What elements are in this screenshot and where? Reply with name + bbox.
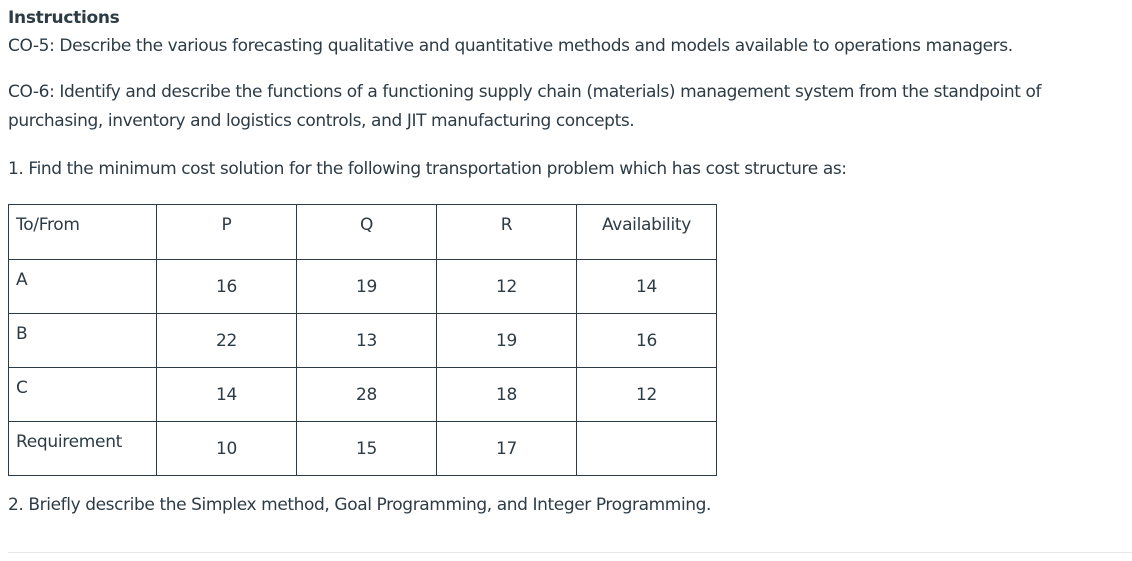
question-2: 2. Briefly describe the Simplex method, Goal Programming, and Integer Programming. [8,495,712,515]
table-cell: 22 [157,314,297,368]
table-cell: 14 [577,260,717,314]
table-cell: 10 [157,422,297,476]
table-row [9,260,717,314]
co6-text [8,78,1124,136]
co6-line-2: purchasing, inventory and logistics controls, and JIT manufacturing concepts. [8,111,635,131]
co5-text: CO-5: Describe the various forecasting qualitative and quantitative methods and models available to operations managers. [8,36,1013,56]
table-cell: 28 [297,368,437,422]
header-cell: To/From [9,205,157,260]
table-cell: 17 [437,422,577,476]
table-cell: 15 [297,422,437,476]
row-label: B [9,314,157,368]
table-cell: 13 [297,314,437,368]
header-cell: Availability [577,205,717,260]
header-cell: P [157,205,297,260]
header-cell: R [437,205,577,260]
row-label: C [9,368,157,422]
co6-line-1: CO-6: Identify and describe the functions of a functioning supply chain (materials) management system from the standpoint of [8,82,1042,102]
table-header-row [9,205,717,260]
bottom-divider [8,552,1132,553]
table-cell: 12 [577,368,717,422]
question-1: 1. Find the minimum cost solution for the following transportation problem which has cost structure as: [8,159,847,179]
table-cell: 14 [157,368,297,422]
table-cell: 16 [577,314,717,368]
instructions-heading: Instructions [8,8,120,28]
transportation-cost-table [8,204,717,476]
table-row [9,368,717,422]
table-row [9,314,717,368]
row-label: Requirement [9,422,157,476]
table-cell: 12 [437,260,577,314]
table-cell [577,422,717,476]
assignment-instructions [8,6,1124,520]
table-cell: 16 [157,260,297,314]
header-cell: Q [297,205,437,260]
table-cell: 19 [297,260,437,314]
row-label: A [9,260,157,314]
table-row [9,422,717,476]
table-cell: 19 [437,314,577,368]
table-cell: 18 [437,368,577,422]
